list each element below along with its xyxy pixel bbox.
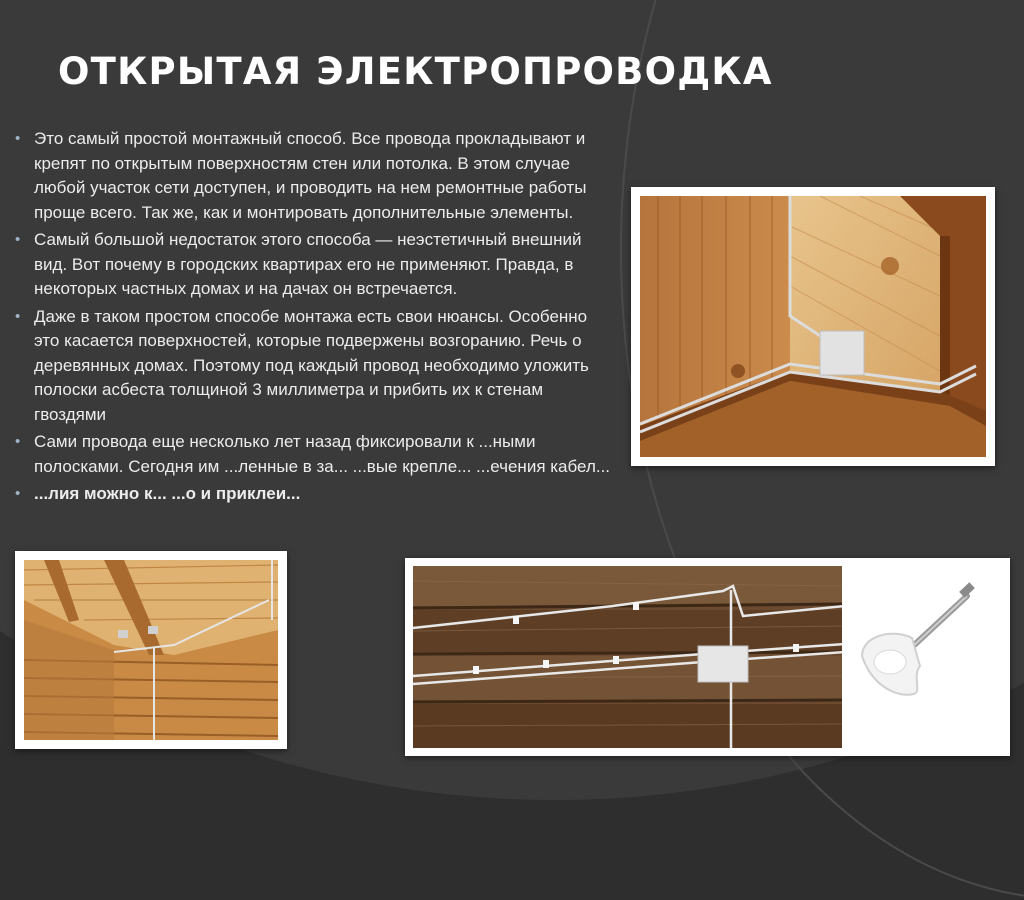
bullet-icon: • [15,231,21,248]
bullet-text: Это самый простой монтажный способ. Все провода прокладывают и крепят по открытым поверхностям стен или потолка. В этом случае любой участок сети доступен, и проводить на нем ремонтные работы проще всего. Так же, как и монтировать дополнительные элементы. [34,129,587,222]
photo-wooden-ceiling-wiring [15,551,287,749]
bullet-item [12,430,612,479]
bullet-item [12,482,612,507]
bullet-text: ...лия можно к... ...о и приклеи... [34,484,301,503]
bullet-item [12,305,612,428]
cable-clip-panel [842,566,1002,748]
cable-clip-icon [842,566,1002,748]
slide-title: ОТКРЫТАЯ ЭЛЕКТРОПРОВОДКА [58,50,773,93]
bullet-icon: • [15,130,21,147]
log-wall-image [413,566,845,748]
wood-ceiling-image [24,560,278,740]
bullet-item [12,228,612,302]
bullet-icon: • [15,433,21,450]
bullet-text: Даже в таком простом способе монтажа есть свои нюансы. Особенно это касается поверхностей, которые подвержены возгоранию. Речь о деревянных домах. Поэтому под каждый провод необходимо уложить полоски асбеста толщиной 3 миллиметра и прибить их к стенам гвоздями [34,306,589,424]
photo-log-wall-wiring [405,558,1010,756]
bullet-icon: • [15,307,21,325]
bullet-text: Сами провода еще несколько лет назад фиксировали к ...ными полосками. Сегодня им ...ленные в за... ...вые крепле... ...ечения кабел... [34,432,611,476]
bullet-list [12,127,612,510]
wood-corner-image [640,196,986,457]
bullet-item [12,127,612,225]
bullet-text: Самый большой недостаток этого способа — неэстетичный внешний вид. Вот почему в городских квартирах его не применяют. Правда, в некоторых частных домах и на дачах он встречается. [34,230,582,298]
photo-wooden-corner-wiring [631,187,995,466]
bullet-icon: • [15,485,21,502]
